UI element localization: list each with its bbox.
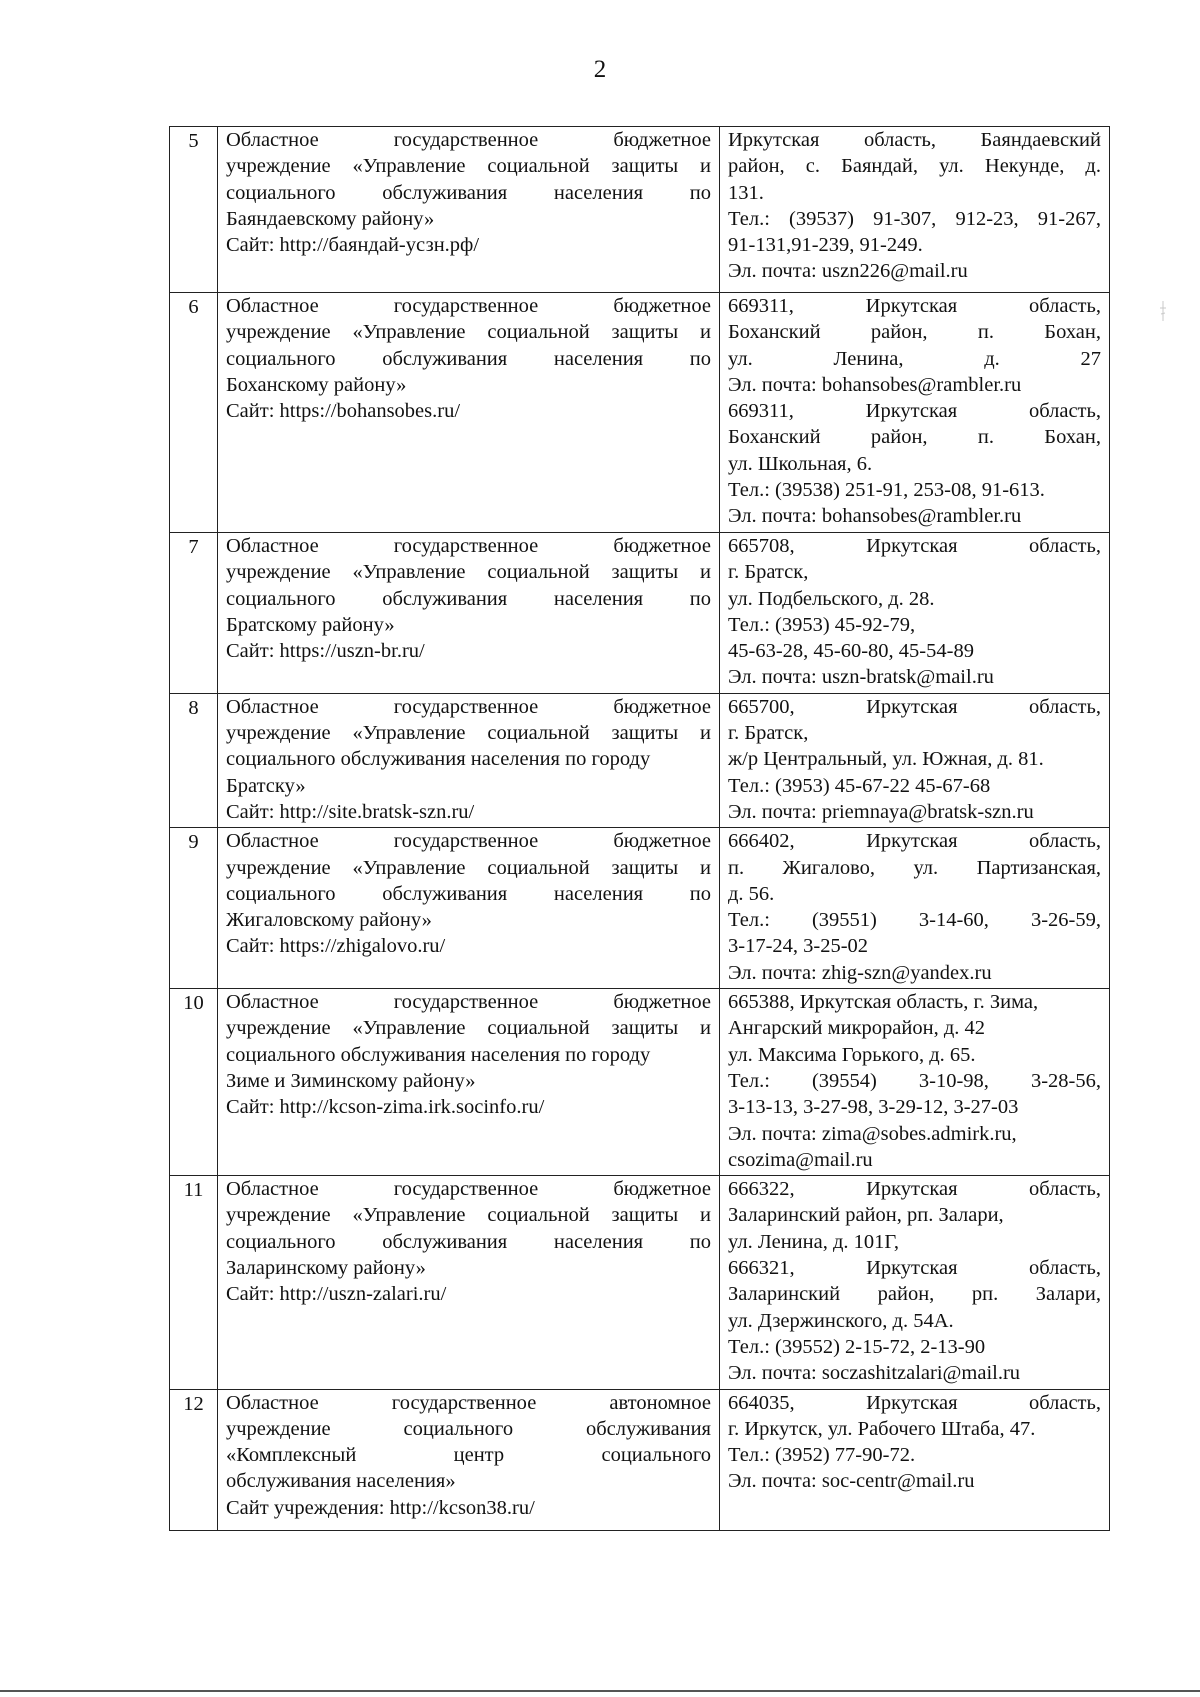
table-row: [170, 127, 1110, 293]
organization-name-line: социального обслуживания населения по городу: [226, 748, 651, 771]
organization-name-line: Зиме и Зиминскому району»: [226, 1069, 476, 1092]
contact-line: 665700, Иркутская область,: [728, 695, 1101, 718]
contact-line: ж/р Центральный, ул. Южная, д. 81.: [728, 748, 1044, 771]
contact-line: Эл. почта: priemnaya@bratsk-szn.ru: [728, 800, 1034, 823]
organization-name-line: Братску»: [226, 774, 306, 797]
organization-name-line: обслуживания населения»: [226, 1470, 456, 1493]
contact-line: Тел.: (3953) 45-92-79,: [728, 613, 916, 636]
organization-name-line: социального обслуживания населения по городу: [226, 1043, 651, 1066]
organization-name-line: Областное государственное бюджетное: [226, 129, 711, 151]
website-line: Сайт учреждения: http://kcson38.ru/: [226, 1496, 535, 1519]
contact-cell: [720, 989, 1110, 1176]
organization-name-line: Баяндаевскому району»: [226, 207, 435, 230]
contact-cell: [720, 293, 1110, 533]
organization-name-line: социального обслуживания населения по: [226, 587, 711, 610]
contact-line: 665388, Иркутская область, г. Зима,: [728, 991, 1039, 1014]
row-number: 10: [170, 989, 218, 1176]
contact-line: Эл. почта: soc-centr@mail.ru: [728, 1470, 975, 1493]
website-line: Сайт: https://zhigalovo.ru/: [226, 935, 446, 958]
contact-line: Заларинский район, рп. Залари,: [728, 1204, 1004, 1227]
organization-name-line: учреждение «Управление социальной защиты и: [226, 856, 711, 879]
website-line: Сайт: https://uszn-br.ru/: [226, 640, 425, 663]
organization-name-line: Областное государственное бюджетное: [226, 535, 711, 557]
table-row: [170, 989, 1110, 1176]
contact-line: Боханский район, п. Бохан,: [728, 426, 1101, 449]
organization-name-line: Областное государственное бюджетное: [226, 695, 711, 718]
contact-line: 665708, Иркутская область,: [728, 535, 1101, 557]
website-line: Сайт: http://баяндай-усзн.рф/: [226, 234, 480, 257]
organization-name-line: Жигаловскому району»: [226, 909, 432, 932]
contact-line: район, с. Баяндай, ул. Некунде, д.: [728, 155, 1101, 178]
contact-line: Тел.: (39554) 3-10-98, 3-28-56,: [728, 1069, 1101, 1092]
contact-cell: [720, 127, 1110, 293]
contact-line: ул. Ленина, д. 101Г,: [728, 1230, 900, 1253]
contact-line: ул. Ленина, д. 27: [728, 347, 1101, 370]
contact-line: 666322, Иркутская область,: [728, 1178, 1101, 1201]
contact-cell: [720, 533, 1110, 694]
contact-line: 666402, Иркутская область,: [728, 830, 1101, 853]
organization-name-line: «Комплексный центр социального: [226, 1444, 711, 1467]
contact-line: ул. Дзержинского, д. 54А.: [728, 1309, 954, 1332]
contact-cell: [720, 828, 1110, 989]
organization-cell: [218, 693, 720, 827]
organization-name-line: учреждение «Управление социальной защиты и: [226, 321, 711, 344]
contact-line: Эл. почта: bohansobes@rambler.ru: [728, 505, 1022, 528]
contact-cell: [720, 1176, 1110, 1389]
contact-line: ул. Подбельского, д. 28.: [728, 587, 935, 610]
organization-name-line: учреждение «Управление социальной защиты и: [226, 1204, 711, 1227]
organization-name-line: Боханскому району»: [226, 373, 407, 396]
organization-name-line: учреждение социального обслуживания: [226, 1417, 711, 1440]
contact-line: Эл. почта: zhig-szn@yandex.ru: [728, 961, 992, 984]
row-number: 7: [170, 533, 218, 694]
contact-line: 669311, Иркутская область,: [728, 400, 1101, 423]
contact-line: Ангарский микрорайон, д. 42: [728, 1017, 986, 1040]
contact-line: 664035, Иркутская область,: [728, 1391, 1101, 1414]
organization-cell: [218, 127, 720, 293]
table-body: [170, 127, 1110, 1531]
contact-line: Тел.: (39538) 251-91, 253-08, 91-613.: [728, 479, 1045, 502]
contact-line: ул. Школьная, 6.: [728, 452, 873, 475]
table-row: [170, 1389, 1110, 1530]
contact-line: Заларинский район, рп. Залари,: [728, 1283, 1101, 1306]
organization-name-line: социального обслуживания населения по: [226, 181, 711, 204]
contact-line: Эл. почта: uszn226@mail.ru: [728, 260, 968, 283]
organization-name-line: Областное государственное бюджетное: [226, 991, 711, 1014]
organizations-table: [169, 126, 1110, 1531]
table-row: [170, 828, 1110, 989]
contact-cell: [720, 693, 1110, 827]
contact-line: г. Братск,: [728, 561, 809, 584]
row-number: 5: [170, 127, 218, 293]
table-row: [170, 293, 1110, 533]
website-line: Сайт: https://bohansobes.ru/: [226, 400, 461, 423]
contact-line: 666321, Иркутская область,: [728, 1257, 1101, 1280]
contact-line: 131.: [728, 181, 764, 204]
organization-name-line: Братскому району»: [226, 613, 395, 636]
contact-line: Тел.: (39537) 91-307, 912-23, 91-267,: [728, 207, 1101, 230]
website-line: Сайт: http://uszn-zalari.ru/: [226, 1283, 447, 1306]
organization-name-line: Областное государственное бюджетное: [226, 295, 711, 317]
contact-line: д. 56.: [728, 882, 775, 905]
organization-name-line: учреждение «Управление социальной защиты и: [226, 155, 711, 178]
contact-line: Эл. почта: bohansobes@rambler.ru: [728, 373, 1022, 396]
contact-cell: [720, 1389, 1110, 1530]
organization-name-line: Областное государственное автономное: [226, 1391, 711, 1414]
contact-line: Эл. почта: soczashitzalari@mail.ru: [728, 1362, 1021, 1385]
organization-name-line: социального обслуживания населения по: [226, 882, 711, 905]
table-row: [170, 1176, 1110, 1389]
contact-line: Тел.: (3952) 77-90-72.: [728, 1444, 916, 1467]
table-row: [170, 693, 1110, 827]
contact-line: г. Иркутск, ул. Рабочего Штаба, 47.: [728, 1417, 1036, 1440]
row-number: 8: [170, 693, 218, 827]
organization-name-line: Областное государственное бюджетное: [226, 1178, 711, 1201]
contact-line: Эл. почта: uszn-bratsk@mail.ru: [728, 666, 994, 689]
contact-line: Тел.: (39551) 3-14-60, 3-26-59,: [728, 909, 1101, 932]
contact-line: 669311, Иркутская область,: [728, 295, 1101, 317]
row-number: 12: [170, 1389, 218, 1530]
contact-line: п. Жигалово, ул. Партизанская,: [728, 856, 1101, 879]
organization-name-line: учреждение «Управление социальной защиты и: [226, 722, 711, 745]
organization-name-line: Заларинскому району»: [226, 1257, 426, 1280]
contact-line: Тел.: (3953) 45-67-22 45-67-68: [728, 774, 991, 797]
website-line: Сайт: http://site.bratsk-szn.ru/: [226, 800, 475, 823]
contact-line: Тел.: (39552) 2-15-72, 2-13-90: [728, 1335, 986, 1358]
contact-line: Эл. почта: zima@sobes.admirk.ru,: [728, 1122, 1017, 1145]
organization-cell: [218, 293, 720, 533]
row-number: 9: [170, 828, 218, 989]
scan-mark: [1158, 300, 1168, 322]
organization-cell: [218, 1176, 720, 1389]
contact-line: 3-13-13, 3-27-98, 3-29-12, 3-27-03: [728, 1096, 1019, 1119]
page-bottom-edge: [0, 1690, 1200, 1692]
organization-name-line: учреждение «Управление социальной защиты и: [226, 561, 711, 584]
contact-line: 3-17-24, 3-25-02: [728, 935, 869, 958]
contact-line: г. Братск,: [728, 722, 809, 745]
table-row: [170, 533, 1110, 694]
row-number: 6: [170, 293, 218, 533]
organization-cell: [218, 828, 720, 989]
organization-name-line: учреждение «Управление социальной защиты и: [226, 1017, 711, 1040]
website-line: Сайт: http://kcson-zima.irk.socinfo.ru/: [226, 1096, 545, 1119]
organization-cell: [218, 989, 720, 1176]
contact-line: Боханский район, п. Бохан,: [728, 321, 1101, 344]
row-number: 11: [170, 1176, 218, 1389]
organization-name-line: Областное государственное бюджетное: [226, 830, 711, 853]
contact-line: ул. Максима Горького, д. 65.: [728, 1043, 976, 1066]
contact-line: Иркутская область, Баяндаевский: [728, 129, 1101, 151]
organization-cell: [218, 533, 720, 694]
contact-line: csozima@mail.ru: [728, 1148, 873, 1171]
contact-line: 91-131,91-239, 91-249.: [728, 234, 923, 257]
page-number: 2: [593, 56, 607, 83]
organization-cell: [218, 1389, 720, 1530]
organization-name-line: социального обслуживания населения по: [226, 347, 711, 370]
organization-name-line: социального обслуживания населения по: [226, 1230, 711, 1253]
contact-line: 45-63-28, 45-60-80, 45-54-89: [728, 640, 974, 663]
